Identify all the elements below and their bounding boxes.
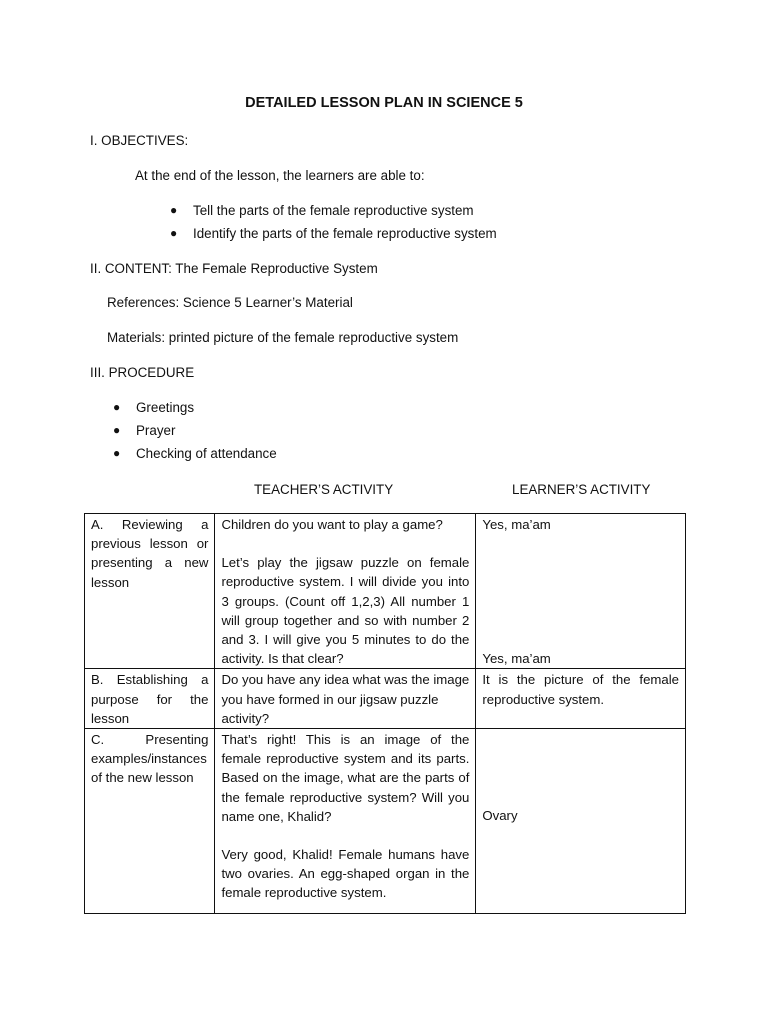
teacher-cell: Children do you want to play a game? Let’s play the jigsaw puzzle on female reproductive system. I will divide you into 3 groups. (Count off 1,2,3) All number 1 will group together and so with number 2 and 3. I will give you 5 minutes to do the activity. Is that clear? xyxy=(215,514,476,669)
teacher-cell: That’s right! This is an image of the female reproductive system and its parts. Based on the image, what are the parts of the female reproductive system? Will you name one, Khalid? Very good, Khalid! Female humans have two ovaries. An egg-shaped organ in the female reproductive system. xyxy=(215,729,476,914)
bullet-icon: ● xyxy=(170,203,178,217)
row-label: A. Reviewing a previous lesson or presenting a new lesson xyxy=(85,514,215,669)
bullet-icon: ● xyxy=(113,400,121,414)
row-label: C. Presenting examples/instances of the new lesson xyxy=(85,729,215,914)
table-row xyxy=(85,669,686,729)
learner-activity-header: LEARNER’S ACTIVITY xyxy=(512,482,651,497)
activity-table xyxy=(84,513,686,914)
learner-cell: It is the picture of the female reproductive system. xyxy=(476,669,686,729)
table-row xyxy=(85,514,686,669)
references-line: References: Science 5 Learner’s Material xyxy=(107,295,353,310)
table-row xyxy=(85,729,686,914)
document-title: DETAILED LESSON PLAN IN SCIENCE 5 xyxy=(245,95,523,111)
bullet-icon: ● xyxy=(113,446,121,460)
materials-line: Materials: printed picture of the female reproductive system xyxy=(107,330,459,345)
objectives-heading: I. OBJECTIVES: xyxy=(90,133,189,148)
objectives-intro: At the end of the lesson, the learners are able to: xyxy=(135,168,425,183)
teacher-cell: Do you have any idea what was the image you have formed in our jigsaw puzzle activity? xyxy=(215,669,476,729)
content-heading: II. CONTENT: The Female Reproductive System xyxy=(90,261,378,276)
learner-cell: Ovary xyxy=(476,729,686,914)
teacher-activity-header: TEACHER’S ACTIVITY xyxy=(254,482,394,497)
procedure-heading: III. PROCEDURE xyxy=(90,365,195,380)
bullet-icon: ● xyxy=(170,226,178,240)
bullet-icon: ● xyxy=(113,423,121,437)
learner-cell: Yes, ma’am Yes, ma’am xyxy=(476,514,686,669)
row-label: B. Establishing a purpose for the lesson xyxy=(85,669,215,729)
